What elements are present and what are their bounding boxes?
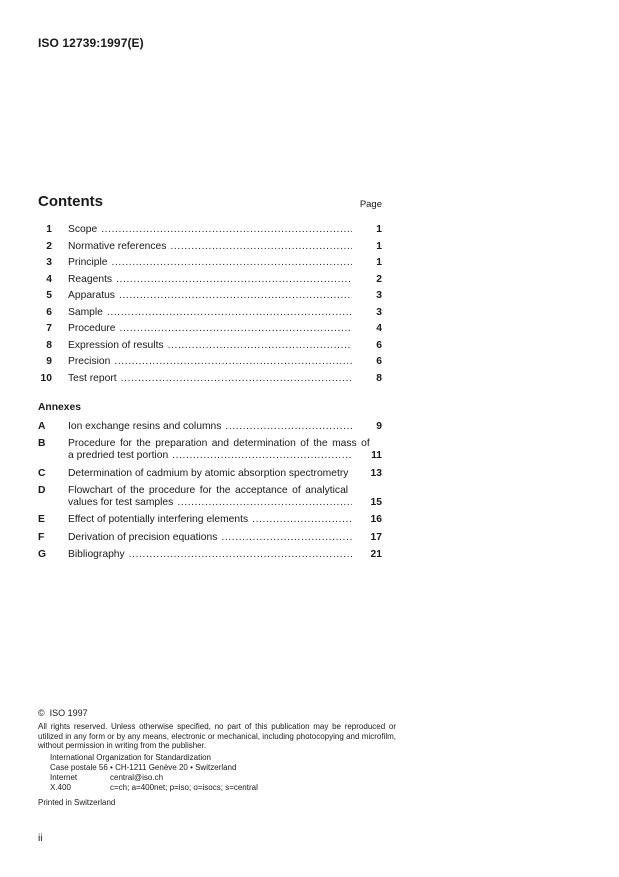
section-title: Normative references — [68, 240, 167, 252]
section-page: 1 — [376, 257, 382, 269]
annex-letter: B — [38, 438, 46, 450]
x400-value: c=ch; a=400net; p=iso; o=isocs; s=central — [110, 783, 258, 792]
internet-label: Internet — [50, 773, 78, 782]
publisher-address — [50, 753, 258, 793]
annex-entry — [38, 532, 382, 544]
annex-letter: D — [38, 485, 46, 497]
annex-entry — [38, 438, 382, 461]
section-number: 1 — [46, 224, 52, 235]
annex-letter: C — [38, 467, 46, 479]
section-number: 5 — [46, 290, 52, 302]
section-title: Apparatus — [68, 290, 115, 302]
section-page: 6 — [376, 356, 382, 368]
annex-entry — [38, 421, 382, 433]
dot-leader — [129, 549, 352, 561]
annex-entry — [38, 468, 382, 480]
dot-leader — [121, 371, 352, 388]
contents-title: Contents — [38, 193, 103, 210]
annexes-section — [38, 402, 382, 567]
toc-entry — [38, 239, 382, 256]
publisher-internet-row — [50, 773, 258, 783]
publisher-postal: Case postale 56 • CH-1211 Genève 20 • Switzerland — [50, 763, 237, 772]
section-page: 3 — [376, 306, 382, 318]
section-title: Precision — [68, 356, 111, 368]
annex-letter: A — [38, 421, 46, 432]
annex-letter: F — [38, 531, 45, 543]
rights-reserved-text: All rights reserved. Unless otherwise specified, no part of this publication may be reproduced or utilized in any form or by any means, electronic or mechanical, including photocopying and microfilm, without permission in writing from the publisher. — [38, 722, 396, 751]
x400-label: X.400 — [50, 783, 71, 792]
section-number: 10 — [40, 372, 52, 384]
section-number: 9 — [46, 356, 52, 368]
section-title: Sample — [68, 306, 103, 318]
section-title: Principle — [68, 257, 108, 269]
dot-leader — [177, 497, 352, 509]
section-title: Reagents — [68, 273, 113, 285]
page-number: ii — [38, 833, 43, 844]
annex-page: 13 — [370, 467, 382, 479]
dot-leader — [168, 338, 352, 355]
dot-leader — [114, 354, 352, 371]
table-of-contents — [38, 222, 382, 387]
annex-title: Ion exchange resins and columns — [68, 421, 222, 432]
annex-entry — [38, 485, 382, 508]
toc-entry — [38, 222, 382, 239]
annex-entry — [38, 549, 382, 561]
annex-title-line2: values for test samples — [68, 496, 174, 508]
section-page: 4 — [376, 323, 382, 335]
section-page: 3 — [376, 290, 382, 302]
annex-title-line2: a predried test portion — [68, 450, 169, 462]
dot-leader — [225, 421, 352, 433]
section-title: Scope — [68, 224, 98, 235]
printed-in-line: Printed in Switzerland — [38, 798, 116, 807]
dot-leader — [119, 288, 352, 305]
annex-letter: G — [38, 549, 47, 561]
toc-entry — [38, 321, 382, 338]
toc-entry — [38, 288, 382, 305]
annexes-heading: Annexes — [38, 402, 81, 413]
toc-entry — [38, 354, 382, 371]
annex-title-line1: Flowchart of the procedure for the acceptance of analytical — [68, 485, 349, 497]
toc-entry — [38, 255, 382, 272]
annex-page: 17 — [370, 531, 382, 543]
dot-leader — [252, 514, 352, 526]
toc-entry — [38, 305, 382, 322]
annex-title: Bibliography — [68, 549, 125, 561]
section-title: Procedure — [68, 323, 116, 335]
annex-page: 21 — [370, 549, 382, 561]
dot-leader — [170, 239, 352, 256]
section-number: 6 — [46, 306, 52, 318]
section-page: 8 — [376, 372, 382, 384]
annex-page: 11 — [371, 450, 382, 462]
dot-leader — [112, 255, 353, 272]
dot-leader — [221, 532, 352, 544]
copyright-notice: © ISO 1997 — [38, 708, 88, 718]
dot-leader — [172, 450, 352, 462]
toc-entry — [38, 338, 382, 355]
publisher-x400-row — [50, 783, 258, 793]
section-title: Test report — [68, 372, 117, 384]
section-page: 1 — [376, 240, 382, 252]
annex-title: Derivation of precision equations — [68, 531, 218, 543]
page-column-label: Page — [359, 199, 382, 210]
section-number: 7 — [46, 323, 52, 335]
annex-title: Effect of potentially interfering elements — [68, 514, 249, 526]
section-number: 4 — [46, 273, 52, 285]
contents-header — [38, 193, 382, 211]
dot-leader — [116, 272, 352, 289]
toc-entry — [38, 272, 382, 289]
dot-leader — [107, 305, 352, 322]
annex-page: 15 — [370, 496, 382, 508]
section-page: 2 — [376, 273, 382, 285]
annex-letter: E — [38, 514, 45, 526]
annex-entry — [38, 514, 382, 526]
dot-leader — [120, 321, 352, 338]
section-title: Expression of results — [68, 339, 164, 351]
section-number: 3 — [46, 257, 52, 269]
toc-entry — [38, 371, 382, 388]
annex-title: Determination of cadmium by atomic absorption spectrometry — [68, 467, 349, 479]
section-number: 2 — [46, 240, 52, 252]
document-reference: ISO 12739:1997(E) — [38, 36, 144, 50]
section-page: 1 — [376, 224, 382, 235]
publisher-org: International Organization for Standardization — [50, 753, 211, 762]
annex-page: 16 — [370, 514, 382, 526]
internet-value: central@iso.ch — [110, 773, 164, 782]
section-page: 6 — [376, 339, 382, 351]
section-number: 8 — [46, 339, 52, 351]
annex-page: 9 — [376, 421, 382, 432]
annex-title-line1: Procedure for the preparation and determination of the mass of — [68, 438, 370, 450]
dot-leader — [101, 222, 352, 239]
